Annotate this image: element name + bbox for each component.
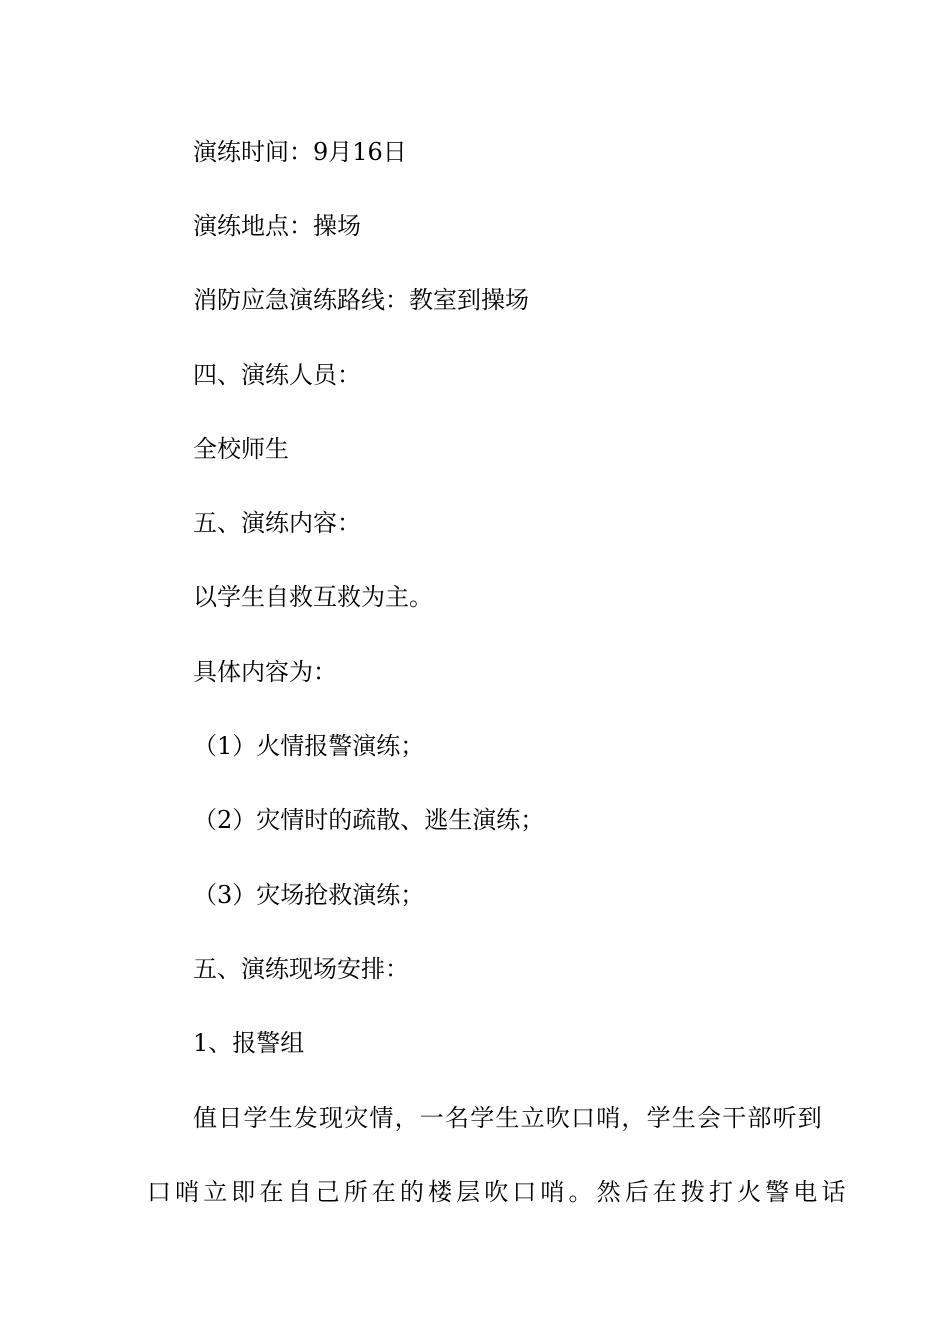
content-summary: 以学生自救互救为主。 — [193, 583, 433, 611]
drill-time: 演练时间：9月16日 — [193, 138, 407, 166]
drill-route: 消防应急演练路线：教室到操场 — [193, 286, 529, 314]
section-heading-participants: 四、演练人员： — [193, 361, 361, 389]
paragraph-line-2: 口哨立即在自己所在的楼层吹口哨。然后在拨打火警电话 — [147, 1178, 850, 1206]
section-heading-content: 五、演练内容： — [193, 509, 361, 537]
list-item: （1）火情报警演练； — [193, 732, 425, 760]
participants-text: 全校师生 — [193, 435, 289, 463]
list-item: （3）灾场抢救演练； — [193, 881, 425, 909]
list-item: （2）灾情时的疏散、逃生演练； — [193, 806, 545, 834]
section-heading-arrangement: 五、演练现场安排： — [193, 955, 409, 983]
subsection-heading-alarm-group: 1、报警组 — [193, 1029, 305, 1057]
content-intro: 具体内容为： — [193, 658, 337, 686]
paragraph-line-1: 值日学生发现灾情，一名学生立吹口哨，学生会干部听到 — [193, 1104, 823, 1132]
drill-location: 演练地点：操场 — [193, 212, 361, 240]
